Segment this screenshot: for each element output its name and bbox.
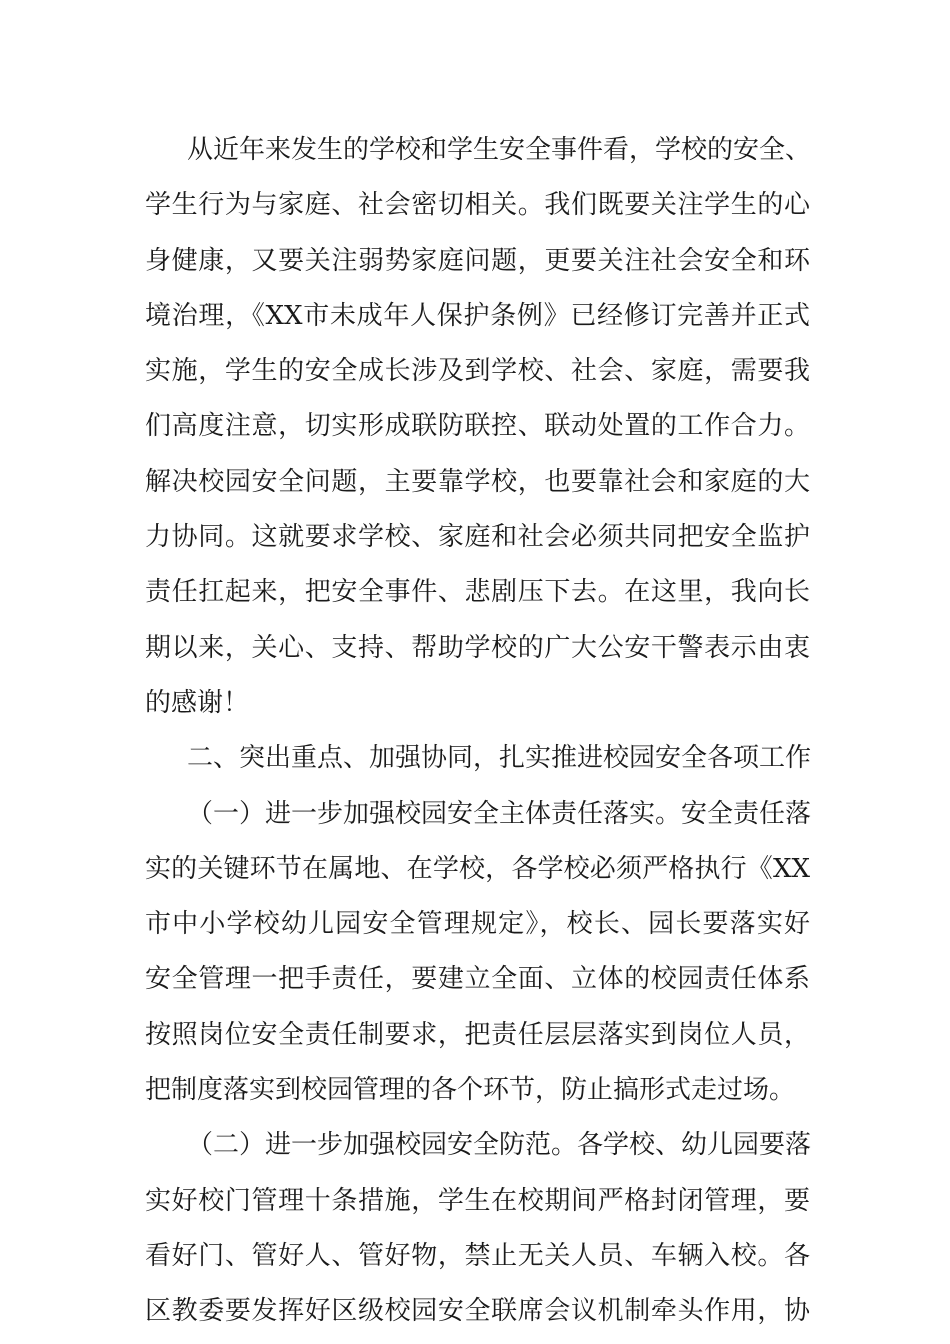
- paragraph-line: 境治理，《XX市未成年人保护条例》已经修订完善并正式: [145, 300, 810, 331]
- document-body: [145, 123, 810, 1340]
- paragraph-line: 们高度注意，切实形成联防联控、联动处置的工作合力。: [145, 411, 810, 442]
- paragraph-line: 区教委要发挥好区级校园安全联席会议机制牵头作用，协: [145, 1296, 810, 1327]
- paragraph-line: 解决校园安全问题，主要靠学校，也要靠社会和家庭的大: [145, 466, 810, 497]
- paragraph-line: （二）进一步加强校园安全防范。各学校、幼儿园要落: [187, 1130, 812, 1161]
- paragraph-line: 力协同。这就要求学校、家庭和社会必须共同把安全监护: [145, 522, 810, 553]
- paragraph-line: 把制度落实到校园管理的各个环节，防止搞形式走过场。: [145, 1075, 796, 1106]
- paragraph-line: 责任扛起来，把安全事件、悲剧压下去。在这里，我向长: [145, 577, 810, 608]
- section-heading: 二、突出重点、加强协同，扎实推进校园安全各项工作: [187, 743, 812, 774]
- paragraph-line: 按照岗位安全责任制要求，把责任层层落实到岗位人员，: [145, 1019, 810, 1050]
- paragraph-line: 期以来，关心、支持、帮助学校的广大公安干警表示由衷: [145, 632, 810, 663]
- paragraph-line: 实好校门管理十条措施，学生在校期间严格封闭管理，要: [145, 1185, 810, 1216]
- paragraph-line: 安全管理一把手责任，要建立全面、立体的校园责任体系: [145, 964, 810, 995]
- paragraph-line: 身健康，又要关注弱势家庭问题，更要关注社会安全和环: [145, 245, 810, 276]
- paragraph-line: 看好门、管好人、管好物，禁止无关人员、车辆入校。各: [145, 1240, 810, 1271]
- paragraph-line: 市中小学校幼儿园安全管理规定》，校长、园长要落实好: [145, 909, 810, 940]
- paragraph-line: 的感谢！: [145, 687, 250, 718]
- paragraph-line: 实的关键环节在属地、在学校，各学校必须严格执行《XX: [145, 853, 810, 884]
- paragraph-line: 学生行为与家庭、社会密切相关。我们既要关注学生的心: [145, 190, 810, 221]
- paragraph-line: 从近年来发生的学校和学生安全事件看，学校的安全、: [187, 135, 812, 165]
- paragraph-line: （一）进一步加强校园安全主体责任落实。安全责任落: [187, 798, 812, 829]
- paragraph-line: 实施，学生的安全成长涉及到学校、社会、家庭，需要我: [145, 356, 810, 387]
